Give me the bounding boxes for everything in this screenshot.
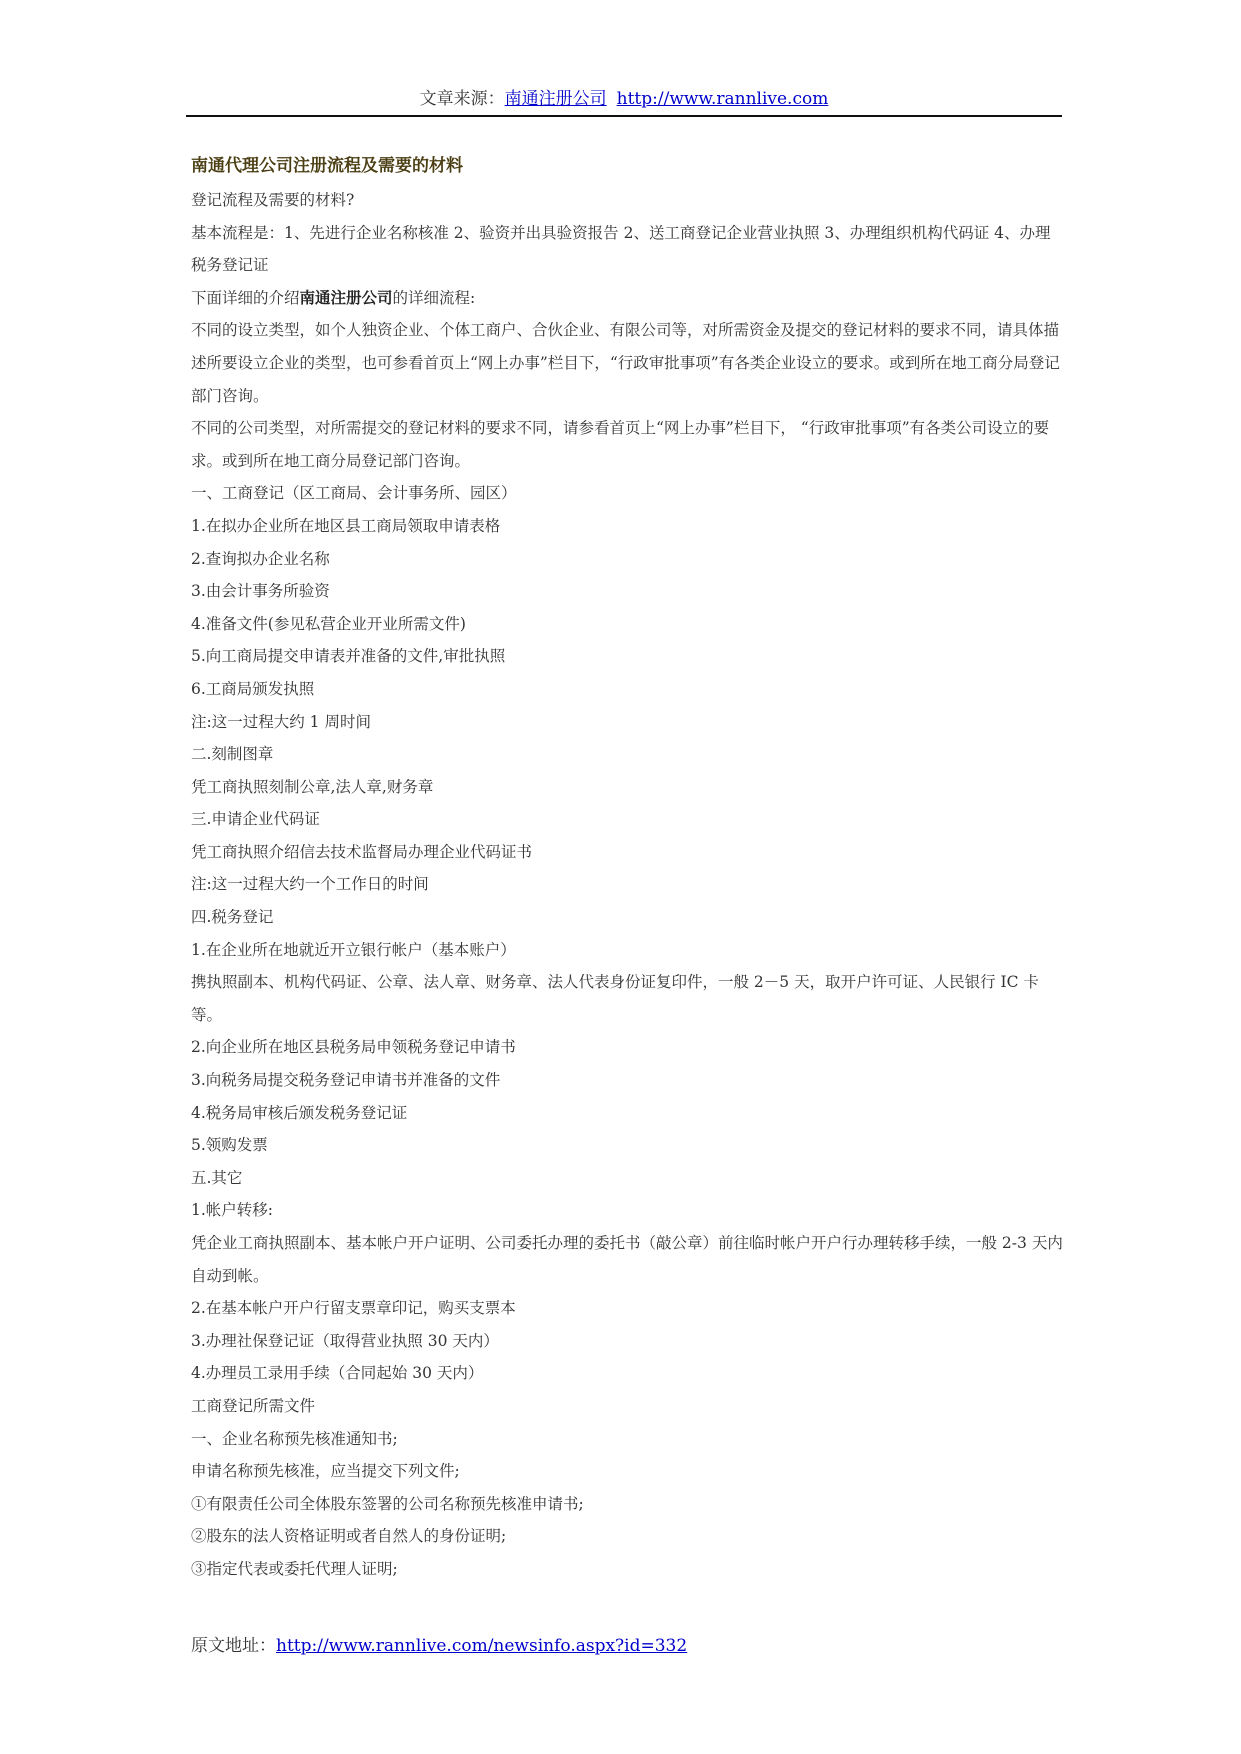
article-paragraph: ②股东的法人资格证明或者自然人的身份证明; — [191, 1527, 507, 1546]
page-footer — [191, 1635, 687, 1657]
page-header — [186, 88, 1062, 110]
footer-label: 原文地址： — [191, 1636, 276, 1656]
article-title: 南通代理公司注册流程及需要的材料 — [191, 156, 463, 176]
article-paragraph: 四.税务登记 — [191, 908, 274, 927]
article-paragraph: 注:这一过程大约一个工作日的时间 — [191, 875, 429, 894]
article-paragraph: 3.由会计事务所验资 — [191, 582, 330, 601]
article-paragraph: ①有限责任公司全体股东签署的公司名称预先核准申请书; — [191, 1494, 584, 1513]
article-paragraph: 4.税务局审核后颁发税务登记证 — [191, 1103, 408, 1122]
article-paragraph: 2.查询拟办企业名称 — [191, 549, 330, 568]
intro-text-after: 的详细流程: — [392, 288, 476, 307]
intro-text-before: 下面详细的介绍 — [191, 288, 300, 307]
article-paragraph: 二.刻制图章 — [191, 745, 274, 764]
source-label: 文章来源： — [419, 89, 505, 109]
article-paragraph: 凭工商执照介绍信去技术监督局办理企业代码证书 — [191, 842, 533, 861]
article-paragraph: 2.向企业所在地区县税务局申领税务登记申请书 — [191, 1038, 516, 1057]
article-paragraph: 一、工商登记（区工商局、会计事务所、园区） — [191, 484, 517, 503]
site-link[interactable]: http://www.rannlive.com — [616, 89, 829, 109]
article-paragraph: 6.工商局颁发执照 — [191, 679, 315, 698]
article-paragraph: 登记流程及需要的材料? — [191, 191, 355, 209]
article-paragraph: 凭企业工商执照副本、基本帐户开户证明、公司委托办理的委托书（敲公章）前往临时帐户开户行办理转移手续，一般 2-3 天内自动到帐。 — [191, 1234, 1063, 1285]
article-paragraph — [191, 282, 1063, 315]
article-paragraph: 基本流程是：1、先进行企业名称核准 2、验资并出具验资报告 2、送工商登记企业营业执照 3、办理组织机构代码证 4、办理税务登记证 — [191, 223, 1051, 275]
article-paragraph: 五.其它 — [191, 1168, 243, 1187]
article-paragraph: 4.准备文件(参见私营企业开业所需文件) — [191, 614, 466, 633]
company-link[interactable]: 南通注册公司 — [504, 89, 607, 109]
article-paragraph: 工商登记所需文件 — [191, 1396, 316, 1415]
article-paragraph: 一、企业名称预先核准通知书; — [191, 1429, 398, 1448]
header-divider — [186, 115, 1062, 117]
article-paragraph: 5.向工商局提交申请表并准备的文件,审批执照 — [191, 647, 506, 666]
article-body — [191, 154, 1063, 1586]
article-paragraph: 1.帐户转移: — [191, 1201, 274, 1220]
article-paragraph: 3.办理社保登记证（取得营业执照 30 天内） — [191, 1331, 499, 1350]
article-paragraph: 注:这一过程大约 1 周时间 — [191, 712, 371, 731]
article-paragraph: 凭工商执照刻制公章,法人章,财务章 — [191, 777, 434, 796]
article-paragraph: 5.领购发票 — [191, 1136, 268, 1155]
article-paragraph: 携执照副本、机构代码证、公章、法人章、财务章、法人代表身份证复印件，一般 2－5 天，取开户许可证、人民银行 IC 卡等。 — [191, 973, 1039, 1024]
article-paragraph: 1.在拟办企业所在地区县工商局领取申请表格 — [191, 516, 501, 535]
article-paragraph: 申请名称预先核准，应当提交下列文件; — [191, 1462, 460, 1481]
article-paragraph: 3.向税务局提交税务登记申请书并准备的文件 — [191, 1071, 501, 1090]
article-paragraph: ③指定代表或委托代理人证明; — [191, 1559, 398, 1578]
article-paragraph: 三.申请企业代码证 — [191, 810, 320, 829]
source-url-link[interactable]: http://www.rannlive.com/newsinfo.aspx?id=332 — [276, 1636, 688, 1656]
article-paragraph: 2.在基本帐户开户行留支票章印记，购买支票本 — [191, 1299, 516, 1318]
article-paragraph: 4.办理员工录用手续（合同起始 30 天内） — [191, 1364, 484, 1383]
article-paragraph: 1.在企业所在地就近开立银行帐户（基本账户） — [191, 940, 516, 959]
paragraph-list — [191, 184, 1063, 1586]
article-paragraph: 不同的设立类型，如个人独资企业、个体工商户、合伙企业、有限公司等，对所需资金及提交的登记材料的要求不同，请具体描述所要设立企业的类型，也可参看首页上“网上办事”栏目下，“行政审批事项”有各类企业设立的要求。或到所在地工商分局登记部门咨询。 — [191, 321, 1060, 405]
article-paragraph: 不同的公司类型，对所需提交的登记材料的要求不同，请参看首页上“网上办事”栏目下， “行政审批事项”有各类公司设立的要求。或到所在地工商分局登记部门咨询。 — [191, 419, 1050, 470]
intro-company-name: 南通注册公司 — [299, 288, 393, 307]
